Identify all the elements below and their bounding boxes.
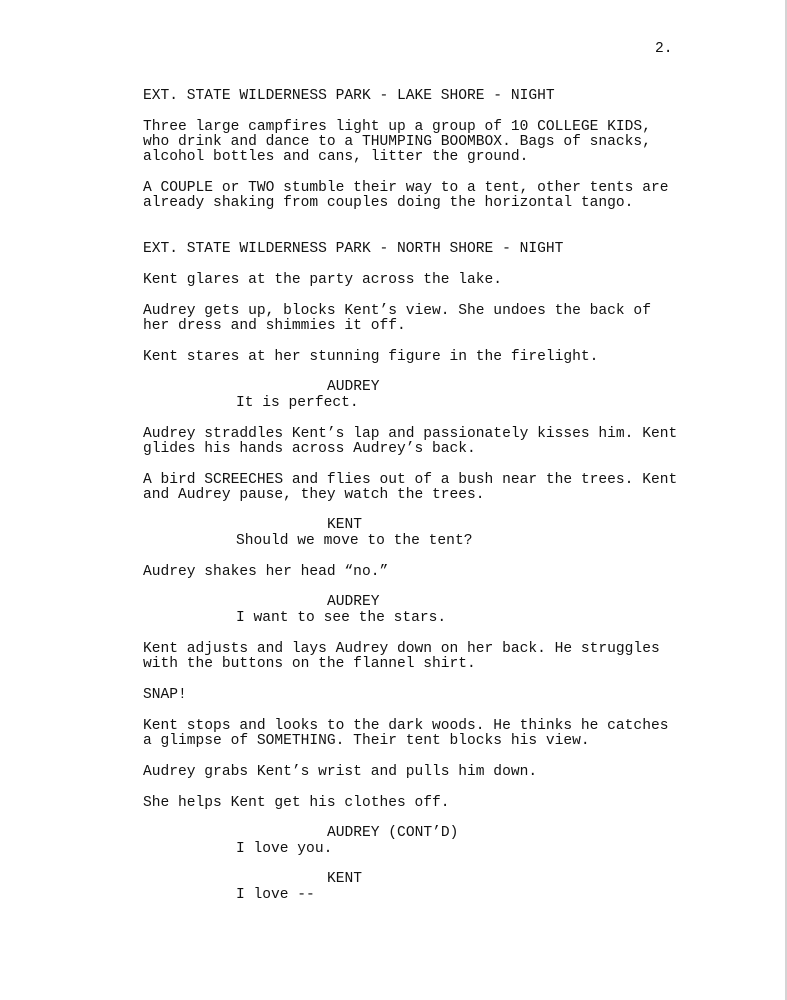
action-line: Kent stares at her stunning figure in the firelight. [143,349,599,365]
character-cue: AUDREY [327,379,380,395]
action-line: who drink and dance to a THUMPING BOOMBOX. Bags of snacks, [143,134,651,150]
action-line: A bird SCREECHES and flies out of a bush near the trees. Kent [143,472,678,488]
action-line: Three large campfires light up a group of 10 COLLEGE KIDS, [143,119,651,135]
action-line: Audrey shakes her head “no.” [143,564,389,580]
action-line: her dress and shimmies it off. [143,318,406,334]
dialogue-line: I want to see the stars. [236,610,447,626]
action-line: Kent stops and looks to the dark woods. He thinks he catches [143,718,669,734]
action-line: and Audrey pause, they watch the trees. [143,487,485,503]
action-line: with the buttons on the flannel shirt. [143,656,476,672]
action-line: glides his hands across Audrey’s back. [143,441,476,457]
dialogue-line: Should we move to the tent? [236,533,473,549]
action-line: Kent glares at the party across the lake. [143,272,503,288]
action-line: alcohol bottles and cans, litter the ground. [143,149,529,165]
action-line: already shaking from couples doing the horizontal tango. [143,195,634,211]
dialogue-line: It is perfect. [236,395,359,411]
action-line: a glimpse of SOMETHING. Their tent blocks his view. [143,733,590,749]
dialogue-line: I love -- [236,887,315,903]
action-line: Audrey grabs Kent’s wrist and pulls him down. [143,764,538,780]
scene-heading: EXT. STATE WILDERNESS PARK - LAKE SHORE - NIGHT [143,88,555,104]
character-cue: AUDREY [327,594,380,610]
scene-heading: EXT. STATE WILDERNESS PARK - NORTH SHORE - NIGHT [143,241,564,257]
character-cue: KENT [327,517,363,533]
action-line: Audrey gets up, blocks Kent’s view. She undoes the back of [143,303,651,319]
action-line: She helps Kent get his clothes off. [143,795,450,811]
action-line: Kent adjusts and lays Audrey down on her back. He struggles [143,641,660,657]
action-line: Audrey straddles Kent’s lap and passionately kisses him. Kent [143,426,678,442]
page-number: 2. [655,41,673,57]
character-cue: KENT [327,871,363,887]
action-line: SNAP! [143,687,187,703]
dialogue-line: I love you. [236,841,333,857]
character-cue: AUDREY (CONT’D) [327,825,459,841]
action-line: A COUPLE or TWO stumble their way to a tent, other tents are [143,180,669,196]
